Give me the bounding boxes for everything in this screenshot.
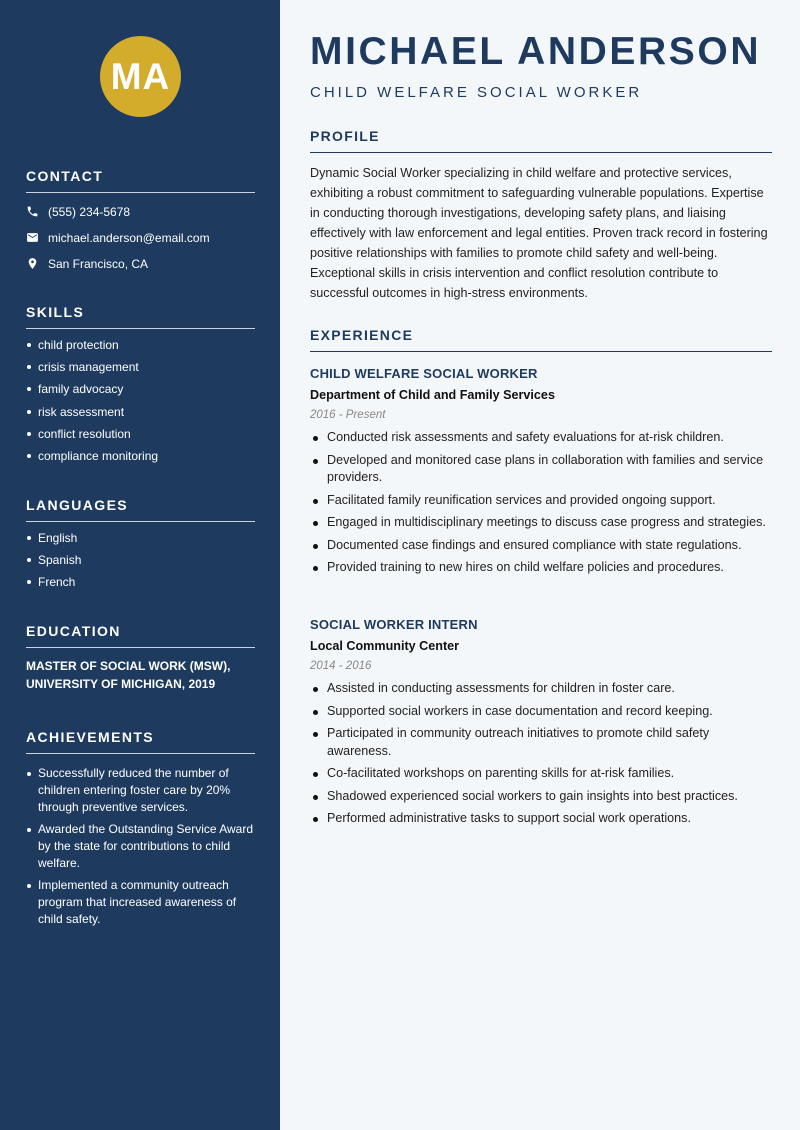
job-bullet: Co-facilitated workshops on parenting skills for at-risk families. (310, 765, 772, 783)
job-bullets (310, 429, 772, 577)
skills-section (26, 304, 255, 471)
achievement-item: Awarded the Outstanding Service Award by the state for contributions to child welfare. (26, 821, 255, 872)
job-title: SOCIAL WORKER INTERN (310, 617, 478, 632)
language-item: English (26, 531, 255, 545)
language-item: French (26, 575, 255, 589)
email-icon (26, 231, 39, 244)
achievement-item: Implemented a community outreach program that increased awareness of child safety. (26, 877, 255, 928)
job-bullet: Developed and monitored case plans in collaboration with families and service providers. (310, 452, 772, 487)
languages-list (26, 531, 255, 589)
job-bullet: Participated in community outreach initiatives to promote child safety awareness. (310, 725, 772, 760)
job-bullet: Conducted risk assessments and safety evaluations for at-risk children. (310, 429, 772, 447)
profile-summary: Dynamic Social Worker specializing in child welfare and protective services, exhibiting a robust commitment to safeguarding vulnerable populations. Expertise in conducting thorough investigations, developing safety plans, and liaising effectively with law enforcement and legal entities. Proven track record in fostering positive relationships with families to promote child safety and well-being. Exceptional skills in crisis intervention and conflict resolution contribute to successful outcomes in high-stress environments. (310, 166, 768, 300)
experience-heading: EXPERIENCE (310, 327, 772, 352)
achievements-heading: ACHIEVEMENTS (26, 729, 255, 754)
job-dates: 2016 - Present (310, 409, 386, 421)
email-text: michael.anderson@email.com (48, 230, 210, 245)
job-bullets (310, 680, 772, 828)
job-bullet: Assisted in conducting assessments for children in foster care. (310, 680, 772, 698)
job-title: CHILD WELFARE SOCIAL WORKER (310, 366, 538, 381)
education-section (26, 623, 255, 693)
job-bullet: Facilitated family reunification services and provided ongoing support. (310, 492, 772, 510)
achievements-list (26, 765, 255, 928)
skill-item: compliance monitoring (26, 449, 255, 463)
job-bullet: Performed administrative tasks to support social work operations. (310, 810, 772, 828)
job-entry (310, 366, 772, 582)
languages-heading: LANGUAGES (26, 497, 255, 522)
location-text: San Francisco, CA (48, 256, 149, 271)
skill-item: conflict resolution (26, 427, 255, 441)
education-heading: EDUCATION (26, 623, 255, 648)
candidate-role: CHILD WELFARE SOCIAL WORKER (310, 84, 643, 101)
job-bullet: Provided training to new hires on child welfare policies and procedures. (310, 559, 772, 577)
profile-section (310, 128, 772, 303)
skills-heading: SKILLS (26, 304, 255, 329)
location-pin-icon (26, 257, 39, 270)
skill-item: child protection (26, 338, 255, 352)
job-organization: Department of Child and Family Services (310, 388, 555, 402)
skill-item: family advocacy (26, 382, 255, 396)
experience-section (310, 327, 772, 352)
job-dates: 2014 - 2016 (310, 660, 372, 672)
avatar: MA (100, 36, 181, 117)
job-entry (310, 617, 772, 833)
education-entry: MASTER OF SOCIAL WORK (MSW), UNIVERSITY OF MICHIGAN, 2019 (26, 659, 231, 691)
contact-location (26, 256, 255, 271)
contact-email (26, 230, 255, 245)
profile-heading: PROFILE (310, 128, 772, 153)
achievement-item: Successfully reduced the number of children entering foster care by 20% through preventive services. (26, 765, 255, 816)
job-bullet: Supported social workers in case documentation and record keeping. (310, 703, 772, 721)
contact-phone (26, 204, 255, 219)
phone-text: (555) 234-5678 (48, 204, 131, 219)
job-bullet: Documented case findings and ensured compliance with state regulations. (310, 537, 772, 555)
skills-list (26, 338, 255, 463)
language-item: Spanish (26, 553, 255, 567)
skill-item: crisis management (26, 360, 255, 374)
job-bullet: Engaged in multidisciplinary meetings to discuss case progress and strategies. (310, 514, 772, 532)
job-bullet: Shadowed experienced social workers to gain insights into best practices. (310, 788, 772, 806)
achievements-section (26, 729, 255, 933)
skill-item: risk assessment (26, 405, 255, 419)
phone-icon (26, 205, 39, 218)
contact-section (26, 168, 255, 271)
candidate-name: MICHAEL ANDERSON (310, 30, 762, 73)
sidebar (0, 0, 280, 1130)
contact-heading: CONTACT (26, 168, 255, 193)
job-organization: Local Community Center (310, 639, 460, 653)
languages-section (26, 497, 255, 598)
